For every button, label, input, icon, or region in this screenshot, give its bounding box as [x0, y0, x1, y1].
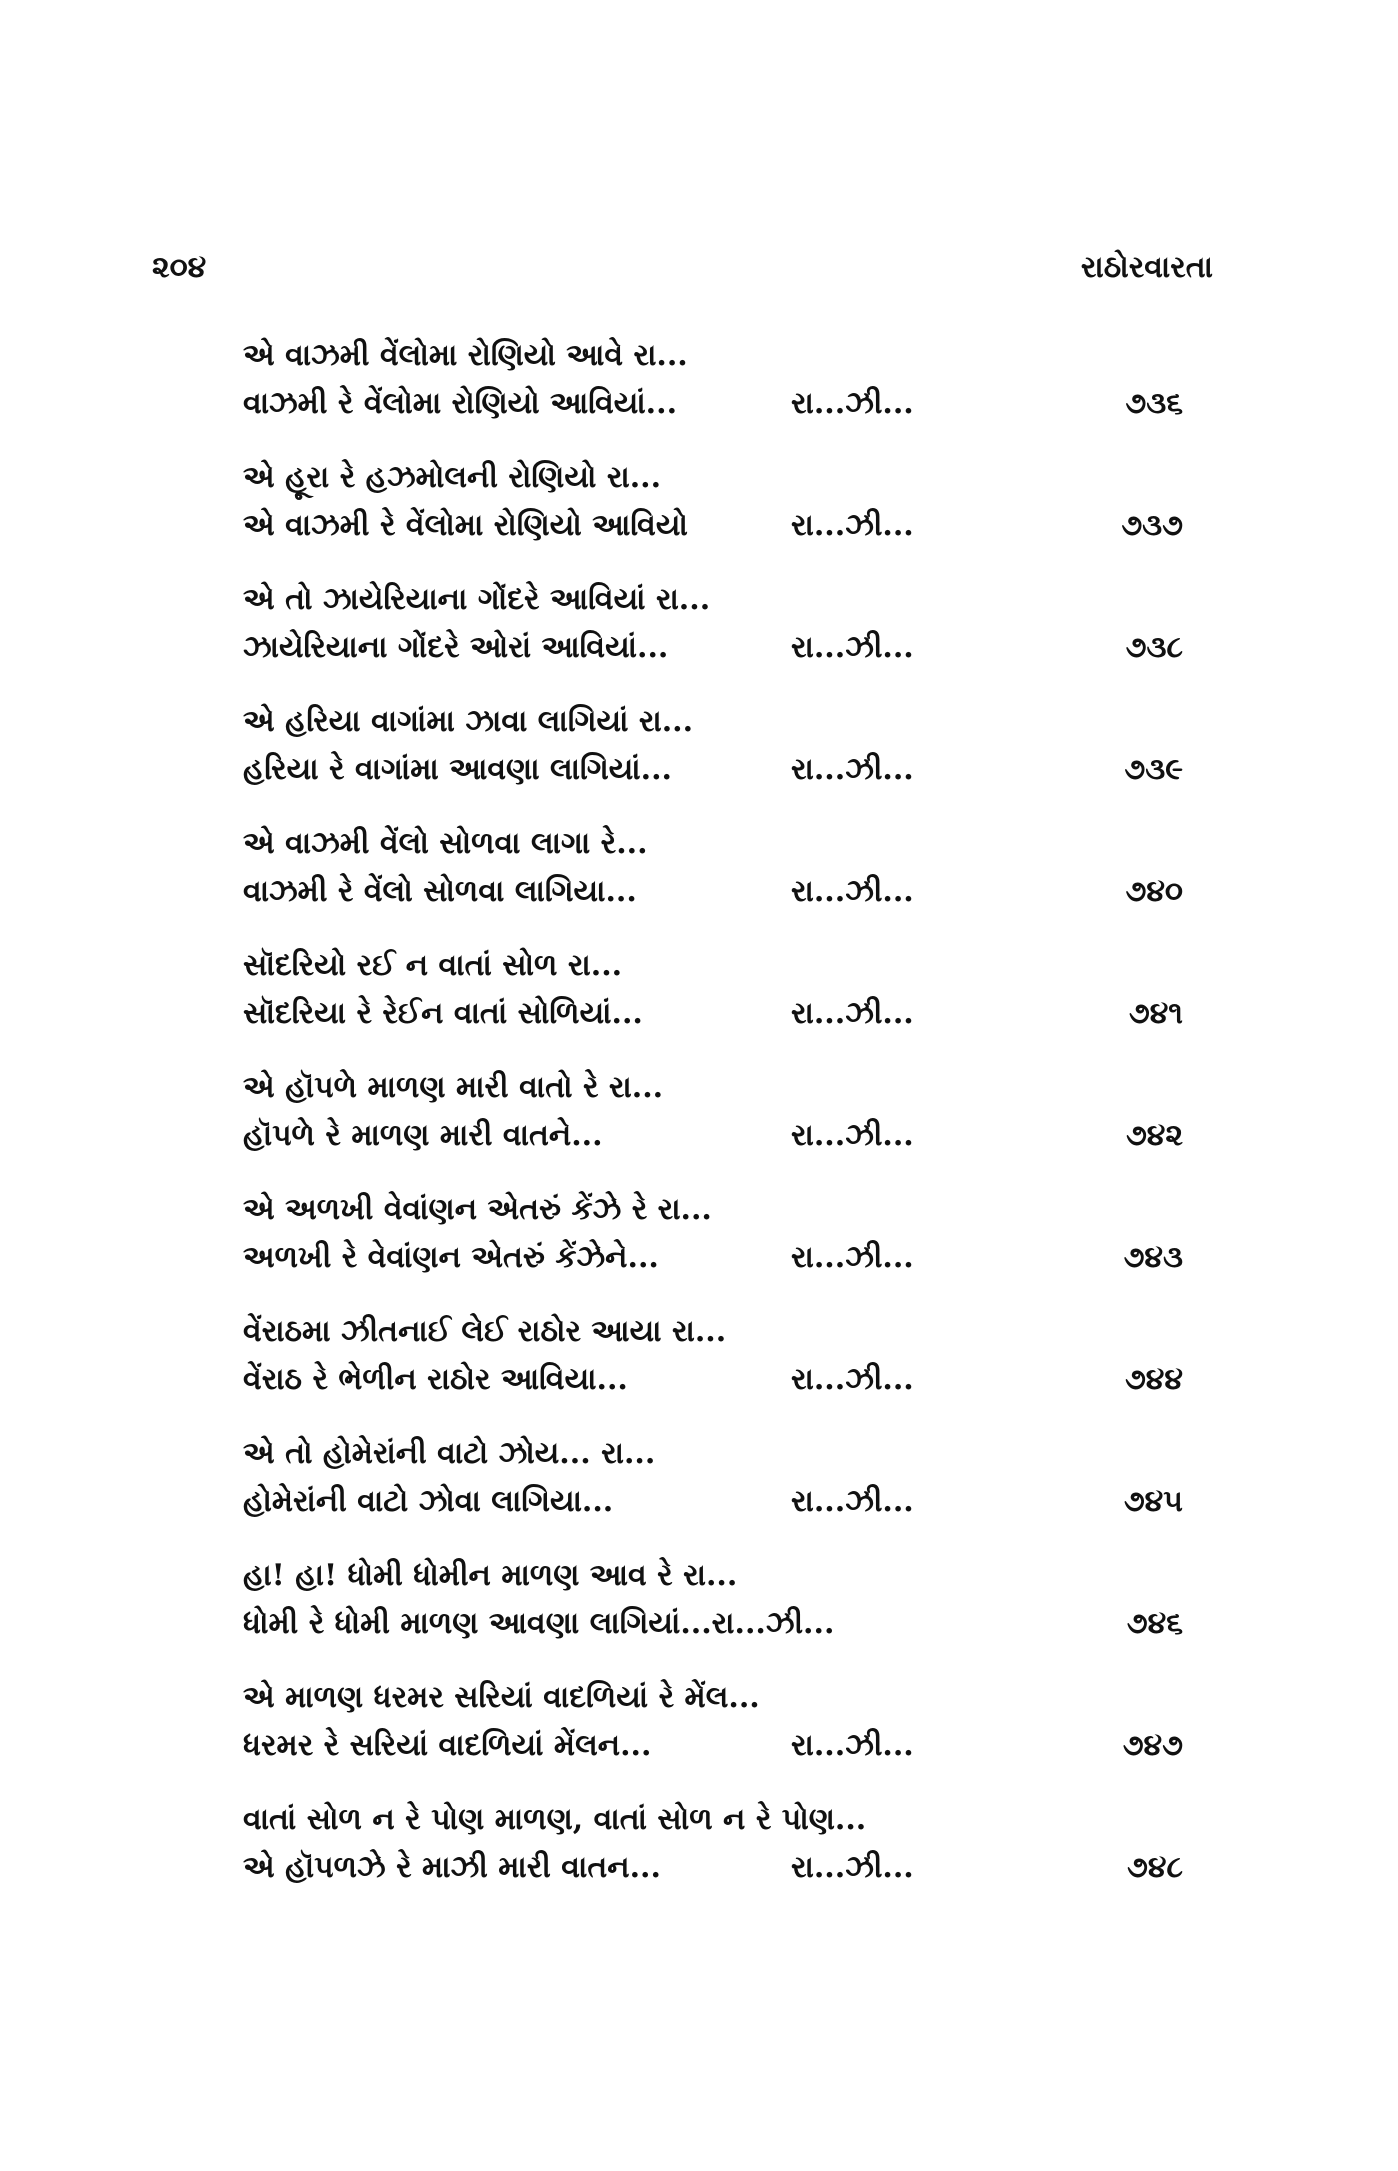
- refrain: રા...ઝી...: [791, 1118, 914, 1153]
- verse-number: ૭૪૮: [1127, 1850, 1183, 1885]
- verse-line: હરિયા રે વાગાંમા આવણા લાગિયાં...: [243, 752, 672, 787]
- verse-line: એ વાઝમી રે વેંલોમા રોણિયો આવિયો: [243, 508, 688, 543]
- verse-line: વાઝમી રે વેંલોમા રોણિયો આવિયાં...: [243, 386, 678, 421]
- verse-line: હોમેરાંની વાટો ઝોવા લાગિયા...: [243, 1484, 614, 1519]
- verse: [243, 1064, 1183, 1186]
- verse-line: સૉદરિયા રે રેઈન વાતાં સોળિયાં...: [243, 996, 643, 1031]
- verse-line: એ હૉપળે માળણ મારી વાતો રે રા...: [243, 1070, 664, 1105]
- refrain: રા...ઝી...: [791, 752, 914, 787]
- verse-number: ૭૪૪: [1124, 1362, 1183, 1397]
- verse-line: ધરમર રે સરિયાં વાદળિયાં મેંલન...: [243, 1728, 652, 1763]
- verse-line: એ હરિયા વાગાંમા ઝાવા લાગિયાં રા...: [243, 704, 694, 739]
- verse: [243, 1186, 1183, 1308]
- verse: [243, 332, 1183, 454]
- verse-line: એ હૉપળઝે રે માઝી મારી વાતન...: [243, 1850, 661, 1885]
- refrain: રા...ઝી...: [791, 630, 914, 665]
- page-number: ૨૦૪: [152, 250, 207, 285]
- verse-line: એ અળખી વેવાંણન એતરું કેંઝે રે રા...: [243, 1192, 712, 1227]
- verse-line: ધોમી રે ધોમી માળણ આવણા લાગિયાં...રા...ઝી...: [243, 1606, 835, 1641]
- verse: [243, 698, 1183, 820]
- verse: [243, 1430, 1183, 1552]
- refrain: રા...ઝી...: [791, 874, 914, 909]
- verse: [243, 576, 1183, 698]
- verse-line: એ માળણ ધરમર સરિયાં વાદળિયાં રે મેંલ...: [243, 1680, 760, 1715]
- verse: [243, 942, 1183, 1064]
- verse-number: ૭૪૭: [1122, 1728, 1183, 1763]
- verse-number: ૭૩૯: [1124, 752, 1183, 787]
- verse-line: સૉદરિયો રઈ ન વાતાં સોળ રા...: [243, 948, 623, 983]
- verse-number: ૭૪૬: [1126, 1606, 1183, 1641]
- verse-line: એ વાઝમી વેંલો સોળવા લાગા રે...: [243, 826, 648, 861]
- verse-number: ૭૩૭: [1121, 508, 1183, 543]
- verse-line: એ તો ઝાયેરિયાના ગોંદરે આવિયાં રા...: [243, 582, 711, 617]
- refrain: રા...ઝી...: [791, 1362, 914, 1397]
- verse-line: ઝાયેરિયાના ગોંદરે ઓરાં આવિયાં...: [243, 630, 669, 665]
- refrain: રા...ઝી...: [791, 1850, 914, 1885]
- verse-line: વેંરાઠમા ઝીતનાઈ લેઈ રાઠોર આયા રા...: [243, 1314, 727, 1349]
- verse-number: ૭૪૩: [1123, 1240, 1183, 1275]
- verse-line: વાઝમી રે વેંલો સોળવા લાગિયા...: [243, 874, 637, 909]
- refrain: રા...ઝી...: [791, 508, 914, 543]
- verse-number: ૭૪૦: [1125, 874, 1183, 909]
- verse: [243, 1308, 1183, 1430]
- verse-line: અળખી રે વેવાંણન એતરું કેંઝેને...: [243, 1240, 659, 1275]
- refrain: રા...ઝી...: [791, 1484, 914, 1519]
- verse-line: એ વાઝમી વેંલોમા રોણિયો આવે રા...: [243, 338, 688, 373]
- refrain: રા...ઝી...: [791, 996, 914, 1031]
- verse-line: હૉપળે રે માળણ મારી વાતને...: [243, 1118, 603, 1153]
- refrain: રા...ઝી...: [791, 1240, 914, 1275]
- verse: [243, 820, 1183, 942]
- refrain: રા...ઝી...: [791, 1728, 914, 1763]
- verse: [243, 1674, 1183, 1796]
- verse-number: ૭૪૨: [1125, 1118, 1183, 1153]
- verse-line: એ હૂરા રે હઝમોલની રોણિયો રા...: [243, 460, 662, 495]
- running-title: રાઠોરવારતા: [1080, 250, 1213, 285]
- verse: [243, 454, 1183, 576]
- verse-number: ૭૩૮: [1125, 630, 1183, 665]
- verse-line: વેંરાઠ રે ભેળીન રાઠોર આવિયા...: [243, 1362, 628, 1397]
- verse-line: વાતાં સોળ ન રે પોણ માળણ, વાતાં સોળ ન રે પોણ...: [243, 1802, 867, 1837]
- verse: [243, 1552, 1183, 1674]
- verse-list: [243, 332, 1183, 1918]
- verse-line: એ તો હોમેરાંની વાટો ઝોય... રા...: [243, 1436, 656, 1471]
- verse: [243, 1796, 1183, 1918]
- verse-line: હા! હા! ધોમી ધોમીન માળણ આવ રે રા...: [243, 1558, 738, 1593]
- refrain: રા...ઝી...: [791, 386, 914, 421]
- verse-number: ૭૩૬: [1125, 386, 1183, 421]
- verse-number: ૭૪૫: [1123, 1484, 1183, 1519]
- verse-number: ૭૪૧: [1128, 996, 1183, 1031]
